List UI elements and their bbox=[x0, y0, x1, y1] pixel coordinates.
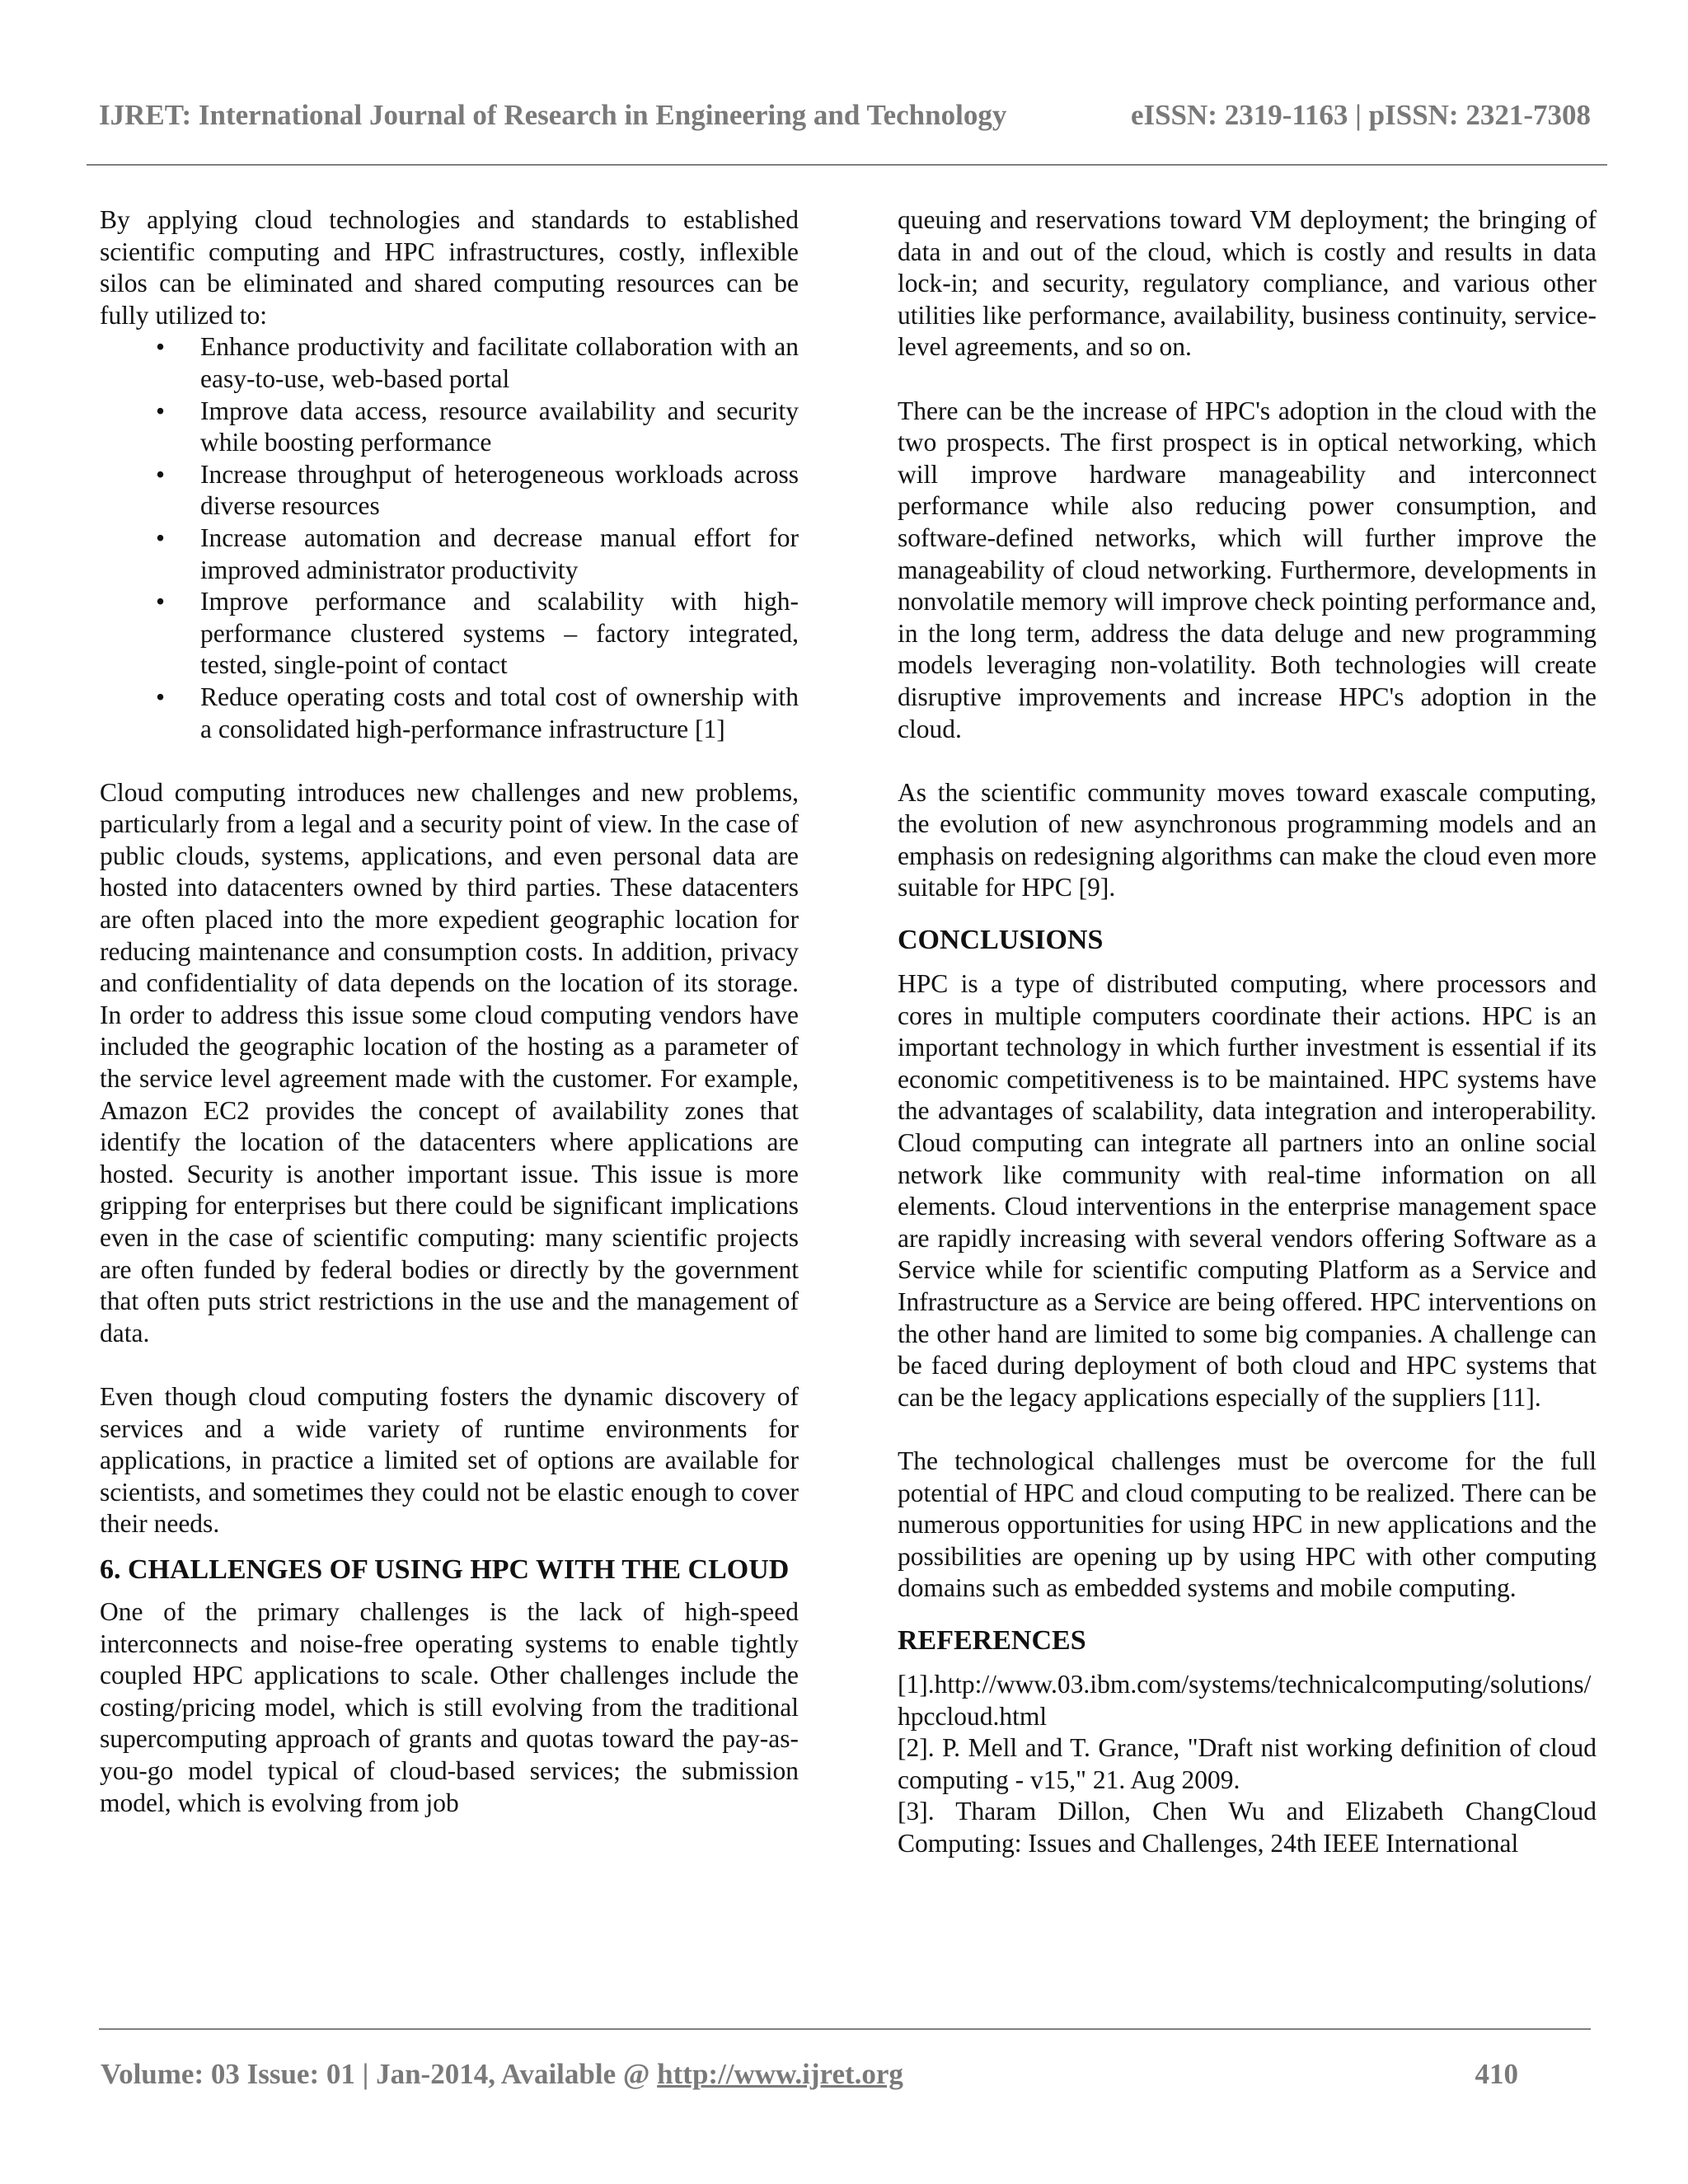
list-item: • Increase automation and decrease manual effort for improved administrator productivity bbox=[100, 523, 799, 586]
prospects-paragraph: There can be the increase of HPC's adoption in the cloud with the two prospects. The first prospect is in optical networking, which will improve hardware manageability and interconnect performance while also reducing power consumption, and software-defined networks, which will further improve the manageability of cloud networking. Furthermore, developments in nonvolatile memory will improve check pointing performance and, in the long term, address the data deluge and new programming models leveraging non-volatility. Both technologies will create disruptive improvements and increase HPC's adoption in the cloud. bbox=[898, 396, 1597, 743]
continuation-paragraph: queuing and reservations toward VM deployment; the bringing of data in and out of the cloud, which is costly and results in data lock-in; and security, regulatory compliance, and various other utilities like performance, availability, business continuity, service-level agreements, and so on. bbox=[898, 205, 1597, 362]
left-column bbox=[100, 204, 799, 1819]
exascale-paragraph: As the scientific community moves toward exascale computing, the evolution of new asynchronous programming models and an emphasis on redesigning algorithms can make the cloud even more suitable for HPC [9]. bbox=[898, 777, 1597, 902]
running-footer bbox=[101, 2058, 1518, 2091]
running-header bbox=[99, 99, 1591, 132]
list-item: • Improve data access, resource availability and security while boosting performance bbox=[100, 396, 799, 459]
spacer bbox=[898, 745, 1597, 777]
journal-title: IJRET: International Journal of Research in Engineering and Technology bbox=[99, 99, 1007, 131]
conclusions-paragraph-1: HPC is a type of distributed computing, where processors and cores in multiple computers coordinate their actions. HPC is an important technology in which further investment is essential if its economic competitiveness is to be maintained. HPC systems have the advantages of scalability, data integration and interoperability. Cloud computing can integrate all partners into an online social network like community with real-time information on all elements. Cloud interventions in the enterprise management space are rapidly increasing with several vendors offering Software as a Service while for scientific computing Platform as a Service and Infrastructure as a Service are being offered. HPC interventions on the other hand are limited to some big companies. A challenge can be faced during deployment of both cloud and HPC systems that can be the legacy applications especially of the suppliers [11]. bbox=[898, 969, 1597, 1412]
issn-info: eISSN: 2319-1163 | pISSN: 2321-7308 bbox=[1130, 99, 1591, 131]
list-item: • Reduce operating costs and total cost of ownership with a consolidated high-performance infrastructure [1] bbox=[100, 682, 799, 745]
page-number: 410 bbox=[1475, 2058, 1518, 2090]
list-item: • Improve performance and scalability with high-performance clustered systems – factory integrated, tested, single-point of contact bbox=[100, 586, 799, 682]
reference-item: [1].http://www.03.ibm.com/systems/technicalcomputing/solutions/hpccloud.html bbox=[898, 1669, 1592, 1731]
intro-paragraph: By applying cloud technologies and standards to established scientific computing and HPC infrastructures, costly, inflexible silos can be eliminated and shared computing resources can be fully utilized to: bbox=[100, 205, 799, 330]
section-heading-challenges: 6. CHALLENGES OF USING HPC WITH THE CLOUD bbox=[100, 1554, 790, 1585]
section-heading-conclusions: CONCLUSIONS bbox=[898, 925, 1104, 956]
spacer bbox=[898, 1413, 1597, 1446]
right-column bbox=[898, 204, 1597, 1860]
reference-item: [2]. P. Mell and T. Grance, "Draft nist working definition of cloud computing - v15," 21. Aug 2009. bbox=[898, 1733, 1597, 1794]
spacer bbox=[100, 745, 799, 777]
spacer bbox=[898, 363, 1597, 396]
section-heading-references: REFERENCES bbox=[898, 1624, 1086, 1656]
footer-rule bbox=[99, 2028, 1591, 2030]
volume-info bbox=[101, 2058, 903, 2091]
spacer bbox=[100, 1349, 799, 1381]
header-rule bbox=[87, 164, 1607, 166]
list-item: • Increase throughput of heterogeneous workloads across diverse resources bbox=[100, 459, 799, 523]
benefits-list bbox=[100, 331, 799, 745]
challenges-paragraph: One of the primary challenges is the lack of high-speed interconnects and noise-free operating systems to enable tightly coupled HPC applications to scale. Other challenges include the costing/pricing model, which is still evolving from the traditional supercomputing approach of grants and quotas toward the pay-as-you-go model typical of cloud-based services; the submission model, which is evolving from job bbox=[100, 1596, 799, 1817]
journal-link[interactable]: http://www.ijret.org bbox=[657, 2058, 903, 2090]
list-item: • Enhance productivity and facilitate collaboration with an easy-to-use, web-based portal bbox=[100, 331, 799, 395]
volume-text: Volume: 03 Issue: 01 | Jan-2014, Available @ bbox=[101, 2058, 650, 2090]
cloud-challenges-paragraph: Cloud computing introduces new challenges and new problems, particularly from a legal and a security point of view. In the case of public clouds, systems, applications, and even personal data are hosted into datacenters owned by third parties. These datacenters are often placed into the more expedient geographic location for reducing maintenance and consumption costs. In addition, privacy and confidentiality of data depends on the location of its storage. In order to address this issue some cloud computing vendors have included the geographic location of the hosting as a parameter of the service level agreement made with the customer. For example, Amazon EC2 provides the concept of availability zones that identify the location of the datacenters where applications are hosted. Security is another important issue. This issue is more gripping for enterprises but there could be significant implications even in the case of scientific computing: many scientific projects are often funded by federal bodies or directly by the government that often puts strict restrictions in the use and the management of data. bbox=[100, 777, 799, 1347]
conclusions-paragraph-2: The technological challenges must be overcome for the full potential of HPC and cloud computing to be realized. There can be numerous opportunities for using HPC in new applications and the possibilities are opening up by using HPC with other computing domains such as embedded systems and mobile computing. bbox=[898, 1446, 1597, 1603]
runtime-paragraph: Even though cloud computing fosters the dynamic discovery of services and a wide variety of runtime environments for applications, in practice a limited set of options are available for scientists, and sometimes they could not be elastic enough to cover their needs. bbox=[100, 1381, 799, 1539]
reference-item: [3]. Tharam Dillon, Chen Wu and Elizabeth ChangCloud Computing: Issues and Challenges, 24th IEEE International bbox=[898, 1797, 1597, 1858]
